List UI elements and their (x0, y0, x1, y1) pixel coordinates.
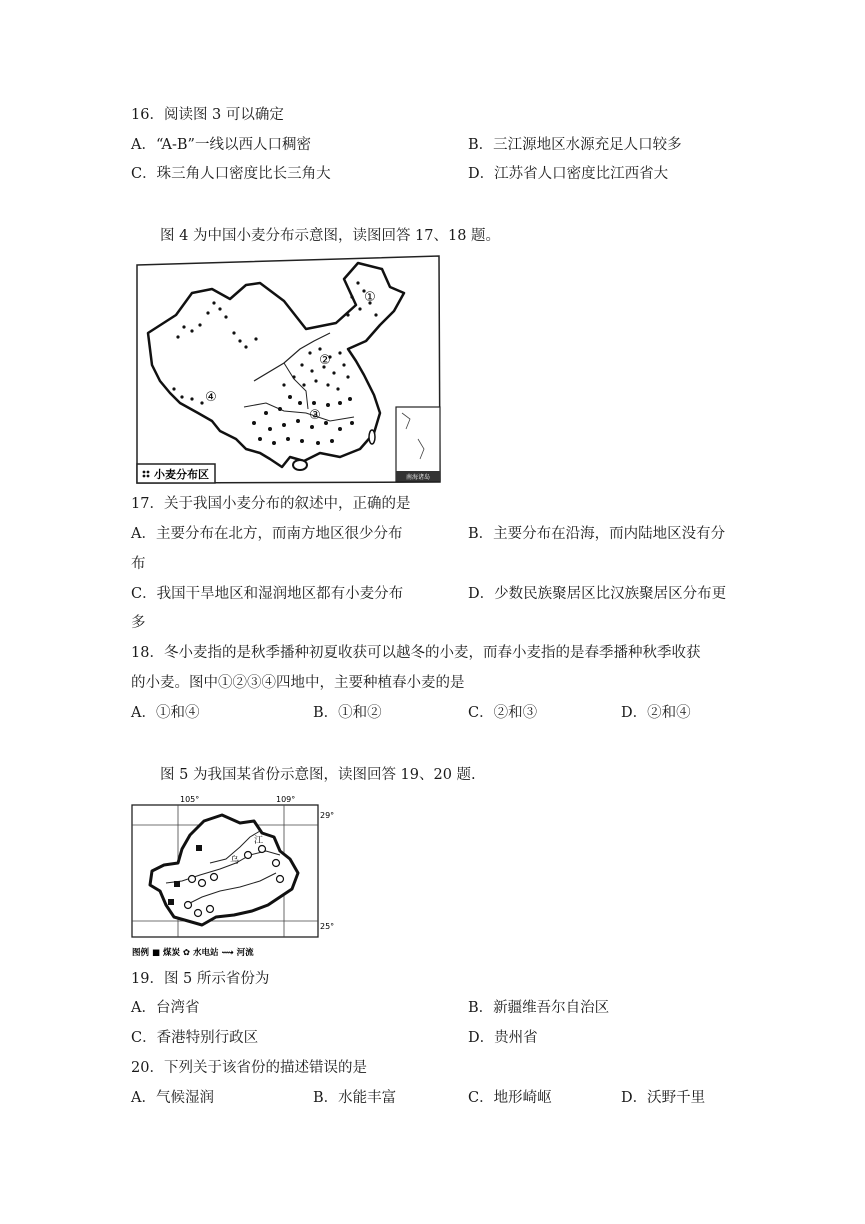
q19-option-d: D．贵州省 (468, 1030, 538, 1046)
taiwan-island (369, 430, 375, 444)
q18-stem-line2: 的小麦。图中①②③④四地中，主要种植春小麦的是 (131, 675, 465, 691)
fig4-intro: 图 4 为中国小麦分布示意图，读图回答 17、18 题。 (160, 228, 501, 244)
q18-option-d: D．②和④ (621, 705, 691, 721)
marker-1: ① (364, 290, 376, 305)
q20-option-d: D．沃野千里 (621, 1090, 706, 1106)
q17-option-b: B．主要分布在沿海，而内陆地区没有分 (468, 526, 726, 542)
q20-option-c: C．地形崎岖 (468, 1090, 552, 1106)
lon-105: 105° (180, 795, 200, 804)
south-sea-inset (396, 407, 440, 481)
lat-29: 29° (320, 811, 335, 820)
q20-option-a: A．气候湿润 (131, 1090, 214, 1106)
q18-stem-line1: 18．冬小麦指的是秋季播种初夏收获可以越冬的小麦，而春小麦指的是春季播种秋季收获 (131, 645, 701, 661)
q16-option-c: C．珠三角人口密度比长三角大 (131, 166, 331, 182)
fig5-legend: 图例 ■ 煤炭 ✿ 水电站 ⟿ 河流 (132, 948, 254, 958)
q19-option-b: B．新疆维吾尔自治区 (468, 1000, 610, 1016)
q20-option-b: B．水能丰富 (313, 1090, 397, 1106)
hainan-island (293, 460, 307, 470)
q18-option-a: A．①和④ (131, 705, 200, 721)
q17-option-b-wrap: 布 (131, 556, 146, 572)
q19-stem: 19．图 5 所示省份为 (131, 971, 270, 987)
q16-stem: 16．阅读图 3 可以确定 (131, 107, 284, 123)
q17-option-d-wrap: 多 (131, 615, 146, 631)
province-map (130, 793, 342, 959)
inset-label: 南海诸岛 (405, 474, 431, 481)
q18-option-b: B．①和② (313, 705, 382, 721)
q17-stem: 17．关于我国小麦分布的叙述中，正确的是 (131, 496, 411, 512)
q18-option-c: C．②和③ (468, 705, 538, 721)
legend-label: 小麦分布区 (154, 468, 209, 481)
q16-option-a: A．“A-B”一线以西人口稠密 (131, 137, 311, 153)
q17-option-a: A．主要分布在北方，而南方地区很少分布 (131, 526, 403, 542)
river-label-2: 江 (254, 836, 264, 846)
q19-option-a: A．台湾省 (131, 1000, 200, 1016)
q16-option-b: B．三江源地区水源充足人口较多 (468, 137, 682, 153)
lat-25: 25° (320, 922, 335, 931)
q19-option-c: C．香港特别行政区 (131, 1030, 259, 1046)
marker-4: ④ (205, 390, 217, 405)
q16-option-d: D．江苏省人口密度比江西省大 (468, 166, 669, 182)
lon-109: 109° (276, 795, 296, 804)
q17-option-c: C．我国干旱地区和湿润地区都有小麦分布 (131, 586, 404, 602)
marker-2: ② (319, 353, 331, 368)
q17-option-d: D．少数民族聚居区比汉族聚居区分布更 (468, 586, 727, 602)
fig5-intro: 图 5 为我国某省份示意图，读图回答 19、20 题. (160, 767, 476, 783)
wheat-distribution-map (134, 253, 442, 485)
marker-3: ③ (309, 408, 321, 423)
river-label: 乌 (230, 856, 240, 866)
q20-stem: 20．下列关于该省份的描述错误的是 (131, 1060, 367, 1076)
